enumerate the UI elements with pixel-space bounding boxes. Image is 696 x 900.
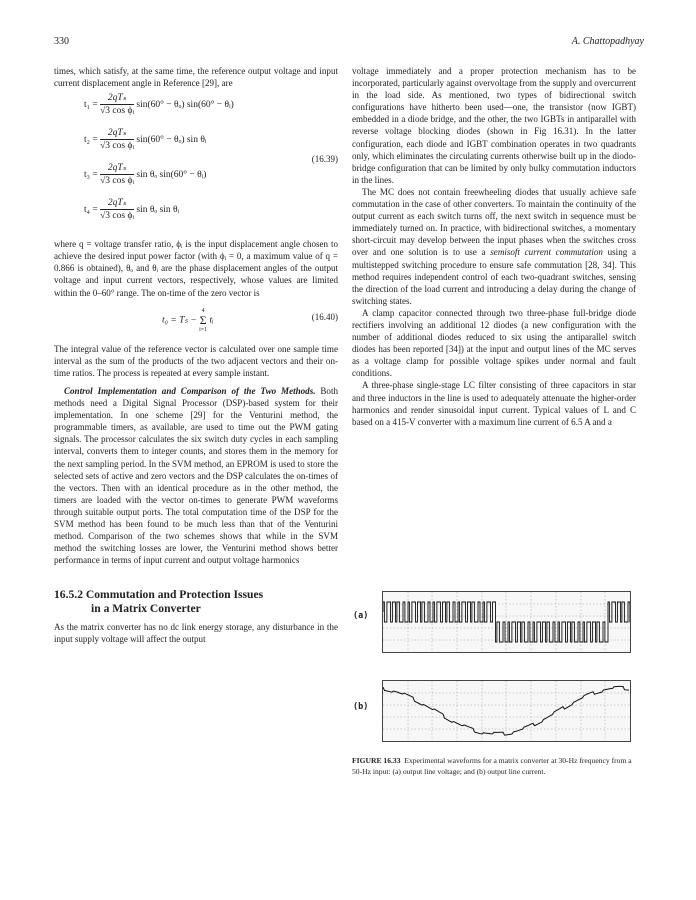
equation-t2: t₂ = $\frac{\text{2qTₛ}}{\text{√3 cos ϕᵢ}}$ sin(60° − θₒ) sin θᵢ — [84, 128, 207, 152]
paragraph: times, which satisfy, at the same time, the reference output voltage and input current displacement angle in Reference [29], are — [54, 66, 338, 89]
paragraph: where q = voltage transfer ratio, ϕᵢ is the input displacement angle chosen to achieve the desired input power factor (with ϕᵢ = 0, a maximum value of q = 0.866 is obtained), θₒ and θᵢ are the phase displacement angles of the output voltage and input current vectors, respectively, whose values are limited within the 0–60° range. The on-time of the zero vector is — [54, 239, 338, 298]
equation-number: (16.39) — [311, 154, 338, 165]
figure-label-a: (a) — [353, 611, 369, 621]
equation-t4: t₄ = $\frac{\text{2qTₛ}}{\text{√3 cos ϕᵢ}}$ sin θₒ sin θᵢ — [84, 198, 180, 222]
figure-caption: FIGURE 16.33 Experimental waveforms for a matrix converter at 30-Hz frequency from a 50-Hz input: (a) output line voltage; and (b) output line current. — [352, 756, 632, 777]
voltage-waveform-plot — [383, 592, 630, 652]
page-number: 330 — [54, 36, 69, 47]
left-column — [54, 65, 338, 646]
current-waveform-plot — [383, 681, 630, 741]
paragraph: The integral value of the reference vector is calculated over one sample time interval as the sum of the products of the two adjacent vectors and their on-time ratios. The process is repeated at every sample instant. — [54, 343, 338, 378]
section-heading: 16.5.2 Commutation and Protection Issues in a Matrix Converter — [54, 588, 264, 615]
equation-t3: t₃ = $\frac{\text{2qTₛ}}{\text{√3 cos ϕᵢ}}$ sin θₒ sin(60° − θᵢ) — [84, 163, 207, 187]
paragraph: As the matrix converter has no dc link energy storage, any disturbance in the input supply voltage will affect the output — [54, 622, 338, 645]
paragraph: A clamp capacitor connected through two three-phase full-bridge diode rectifiers involving an additional 12 diodes (a new configuration with the number of additional diodes reduced to six using the antiparallel switch diodes has been reported [34]) at the input and output lines of the MC serves as a voltage clamp for possible voltage spikes under normal and fault conditions. — [352, 307, 636, 379]
scope-output-line-voltage — [382, 591, 631, 653]
equation-number: (16.40) — [311, 311, 338, 322]
figure-16-33 — [352, 0, 636, 900]
running-author: A. Chattopadhyay — [571, 36, 644, 47]
paragraph: The MC does not contain freewheeling diodes that usually achieve safe commutation in the case of other converters. To maintain the continuity of the output current as each switch turns off, the next switch in sequence must be immediately turned on. In practice, with bidirectional switches, a momentary short-circuit may develop between the input phases when the switches cross over and one solution is to use a semisoft current commutation using a multistepped switching procedure to ensure safe commutation [28, 34]. This method requires independent control of each two-quadrant switches, sensing the direction of the load current and introducing a delay during the change of switching states. — [352, 186, 636, 306]
equation-16-40: t₀ = Tₛ − 4 Σ i=1 tᵢ (16.40) — [162, 307, 338, 333]
pwm-voltage-trace — [383, 602, 630, 642]
paragraph: A three-phase single-stage LC filter consisting of three capacitors in star and three inductors in the line is used to adequately attenuate the higher-order harmonics and render sinusoidal input current. Typical values of L and C based on a 415-V converter with a maximum line current of 6.5 A and a — [352, 380, 636, 427]
summation: 4 Σ i=1 — [199, 307, 208, 333]
equation-t1: t₁ = $\frac{\text{2qTₛ}}{\text{√3 cos ϕᵢ}}$ sin(60° − θₒ) sin(60° − θᵢ) — [84, 93, 234, 117]
paragraph: voltage immediately and a proper protection mechanism has to be incorporated, particularly against overvoltage from the supply and overcurrent in the load side. As mentioned, two types of bidirectional switch configurations have hitherto been used—one, the transistor (now IGBT) embedded in a diode bridge, and the other, the two IGBTs in antiparallel with reverse voltage blocking diodes (shown in Fig 16.31). In the latter configuration, each diode and IGBT combination operates in two quadrants only, which eliminates the circulating currents otherwise built up in the diodo-bridge configuration that can be limited by only bulky commutation inductors in the lines. — [352, 66, 636, 185]
paragraph: Control Implementation and Comparison of the Two Methods. Both methods need a Digital Signal Processor (DSP)-based system for their implementation. In one scheme [29] for the Venturini method, the programmable timers, as available, are used to time out the PWM gating signals. The processor calculates the six switch duty cycles in each sampling interval, converts them to integer counts, and stores them in the memory for the next sampling period. In the SVM method, an EPROM is used to store the selected sets of active and zero vectors and the DSP calculates the on-times of the vectors. Then with an identical procedure as in the other method, the timers are loaded with the vector on-times to generate PWM waveforms through suitable output ports. The total computation time of the DSP for the SVM method has been found to be much less than that of the Venturini method. Comparison of the two schemes shows that while in the SVM method the switching losses are lower, the Venturini method shows better performance in terms of input current and output voltage harmonics — [54, 385, 338, 566]
figure-label-b: (b) — [353, 702, 369, 712]
run-in-heading: Control Implementation and Comparison of the Two Methods. — [64, 385, 316, 396]
scope-output-line-current — [382, 680, 631, 742]
figure-id: FIGURE 16.33 — [352, 756, 401, 765]
equation-16-39 — [54, 93, 338, 232]
